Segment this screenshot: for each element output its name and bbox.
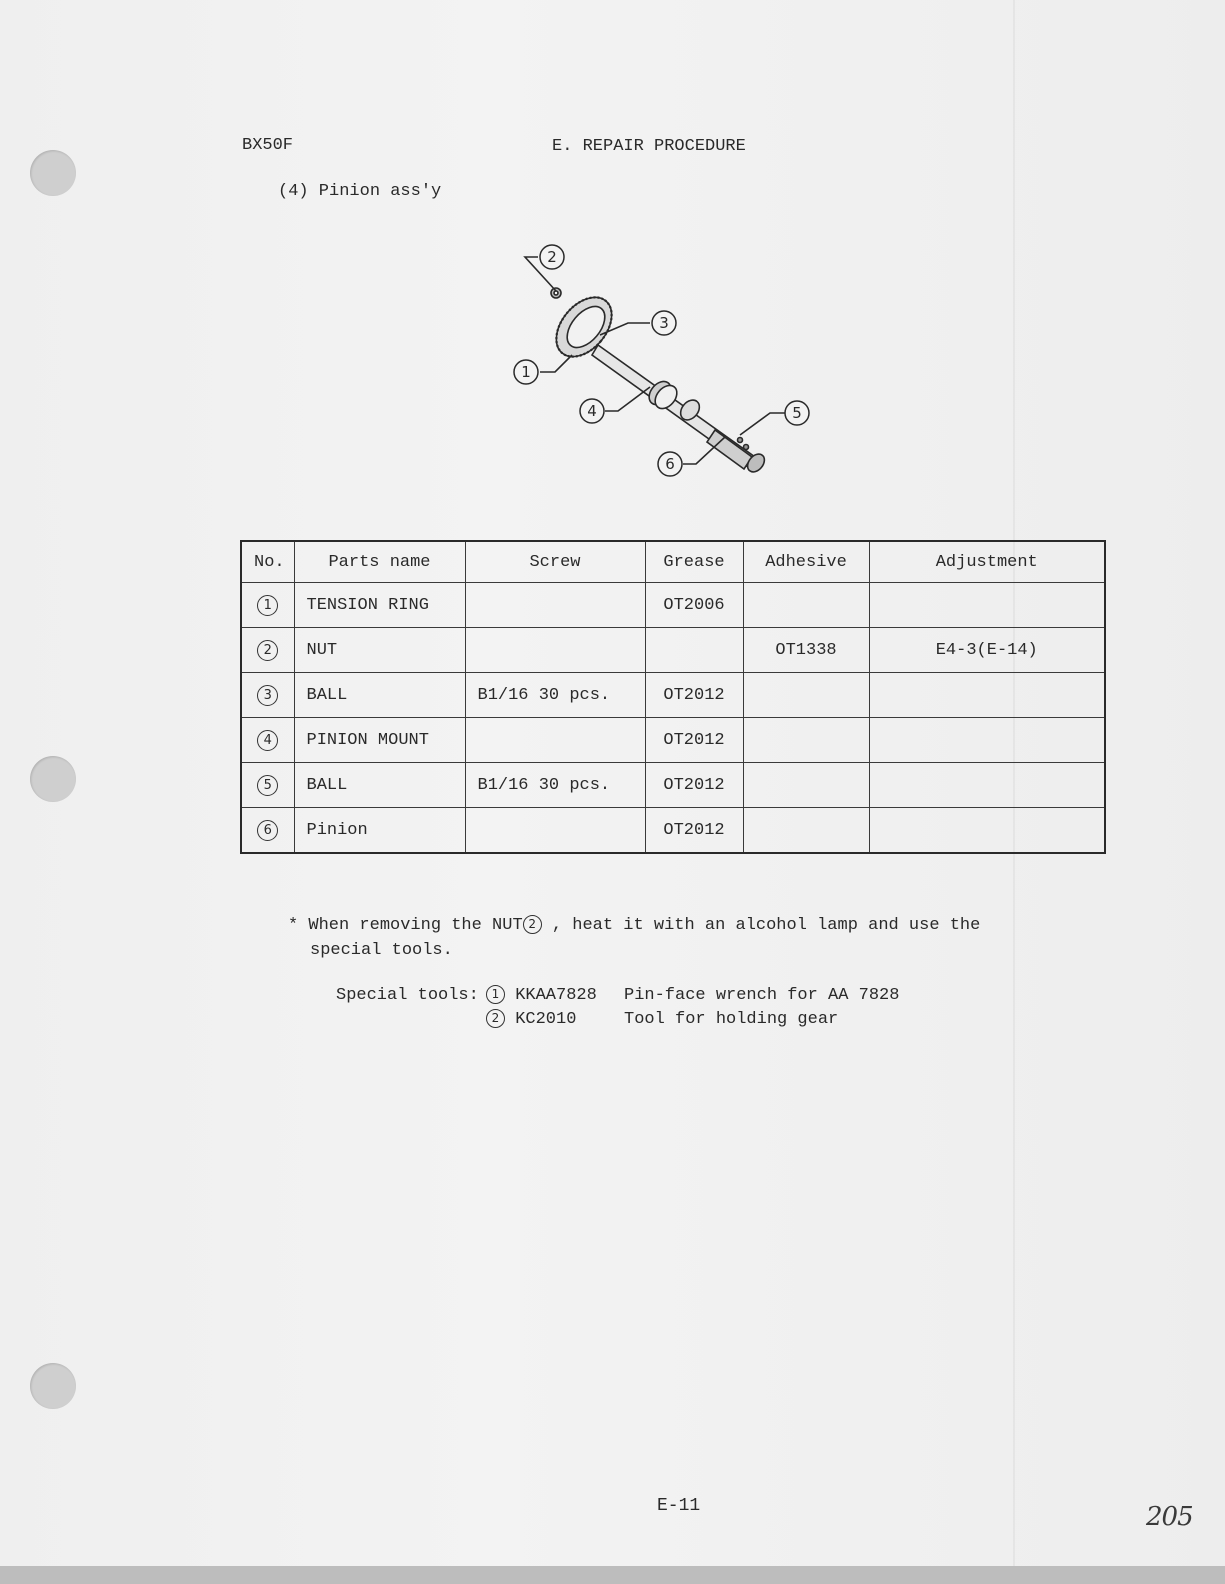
part-adjustment: [869, 808, 1105, 854]
model-label: BX50F: [242, 136, 294, 155]
table-row: [241, 763, 1105, 808]
part-adjustment: [869, 673, 1105, 718]
table-row: [241, 718, 1105, 763]
part-screw: B1/16 30 pcs.: [465, 673, 645, 718]
part-adhesive: [743, 673, 869, 718]
part-name: BALL: [294, 763, 465, 808]
row-number: 5: [257, 775, 278, 796]
note-nut-ref: 2: [523, 915, 542, 934]
part-screw: [465, 628, 645, 673]
special-tools-list: [336, 984, 899, 1032]
part-adhesive: [743, 583, 869, 628]
callout-2: 2: [547, 248, 557, 266]
table-header-row: [241, 541, 1105, 583]
row-number: 2: [257, 640, 278, 661]
part-grease: OT2012: [645, 673, 743, 718]
header-no: No.: [241, 541, 294, 583]
part-name: PINION MOUNT: [294, 718, 465, 763]
callout-1: 1: [521, 363, 531, 381]
part-grease: [645, 628, 743, 673]
part-grease: OT2012: [645, 718, 743, 763]
tool-ref: 2: [486, 1009, 505, 1028]
section-title: E. REPAIR PROCEDURE: [552, 137, 746, 156]
subsection-title: (4) Pinion ass'y: [278, 182, 442, 201]
part-grease: OT2012: [645, 808, 743, 854]
parts-table: [240, 540, 1106, 854]
tool-code: KKAA7828: [515, 986, 597, 1005]
note-text-end: , heat it with an alcohol lamp and use the: [551, 916, 981, 935]
header-grease: Grease: [645, 541, 743, 583]
callout-3: 3: [659, 314, 669, 332]
callout-5: 5: [792, 404, 802, 422]
special-tools-label: Special tools:: [336, 986, 479, 1005]
header-adjustment: Adjustment: [869, 541, 1105, 583]
part-name: NUT: [294, 628, 465, 673]
part-adjustment: E4-3(E-14): [869, 628, 1105, 673]
row-number: 3: [257, 685, 278, 706]
part-screw: [465, 808, 645, 854]
part-screw: [465, 718, 645, 763]
part-name: TENSION RING: [294, 583, 465, 628]
table-row: [241, 583, 1105, 628]
diagram-callouts: [514, 245, 809, 476]
pinion-assembly-diagram: [500, 235, 830, 495]
row-number: 4: [257, 730, 278, 751]
table-row: [241, 808, 1105, 854]
callout-4: 4: [587, 402, 597, 420]
special-tool-row: [336, 1008, 899, 1032]
row-number: 1: [257, 595, 278, 616]
handwritten-page-number: 205: [1146, 1502, 1193, 1532]
note-bullet: *: [288, 916, 299, 935]
part-name: Pinion: [294, 808, 465, 854]
part-grease: OT2012: [645, 763, 743, 808]
table-row: [241, 673, 1105, 718]
header-screw: Screw: [465, 541, 645, 583]
punch-hole-middle: [30, 756, 76, 802]
removal-note: [288, 913, 980, 963]
part-screw: [465, 583, 645, 628]
page-number: E-11: [657, 1496, 701, 1516]
callout-6: 6: [665, 455, 675, 473]
tool-description: Tool for holding gear: [624, 1010, 839, 1029]
part-adhesive: OT1338: [743, 628, 869, 673]
part-adjustment: [869, 718, 1105, 763]
part-screw: B1/16 30 pcs.: [465, 763, 645, 808]
note-text-start: When removing the NUT: [308, 916, 523, 935]
tool-code: KC2010: [515, 1010, 577, 1029]
special-tool-row: [336, 984, 899, 1008]
part-adhesive: [743, 718, 869, 763]
punch-hole-top: [30, 150, 76, 196]
part-adhesive: [743, 763, 869, 808]
note-text-line2: special tools.: [310, 941, 453, 960]
part-name: BALL: [294, 673, 465, 718]
scan-bottom-edge: [0, 1566, 1225, 1584]
row-number: 6: [257, 820, 278, 841]
part-adjustment: [869, 583, 1105, 628]
header-parts-name: Parts name: [294, 541, 465, 583]
part-grease: OT2006: [645, 583, 743, 628]
tool-ref: 1: [486, 985, 505, 1004]
punch-hole-bottom: [30, 1363, 76, 1409]
table-row: [241, 628, 1105, 673]
part-adhesive: [743, 808, 869, 854]
tool-description: Pin-face wrench for AA 7828: [624, 986, 900, 1005]
part-adjustment: [869, 763, 1105, 808]
header-adhesive: Adhesive: [743, 541, 869, 583]
